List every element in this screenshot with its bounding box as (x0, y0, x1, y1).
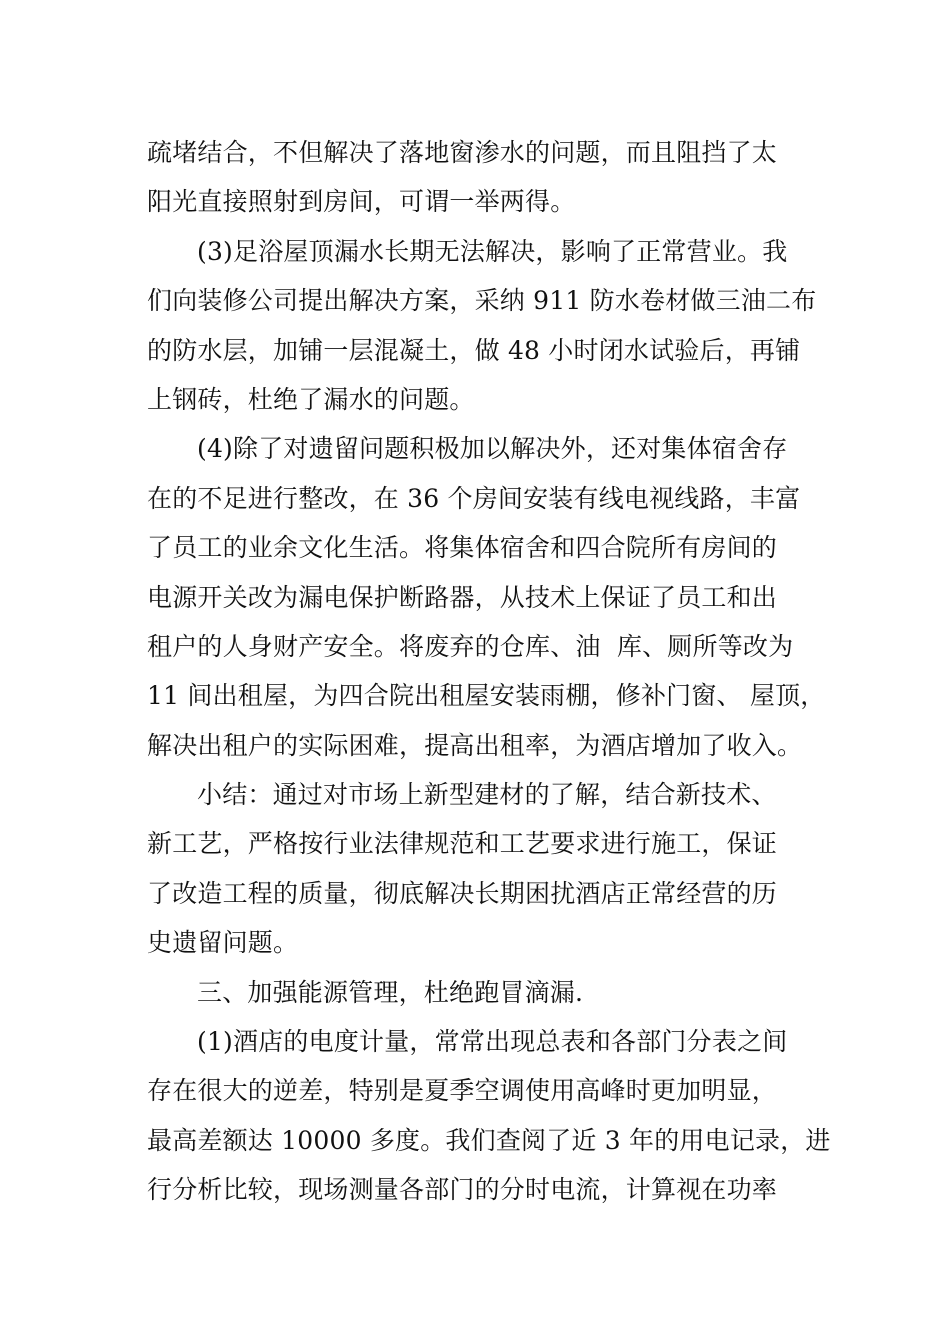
text-line: 最高差额达 10000 多度。我们查阅了近 3 年的用电记录，进 (147, 1125, 831, 1155)
text-line: 上钢砖，杜绝了漏水的问题。 (147, 384, 475, 414)
text-line: 存在很大的逆差，特别是夏季空调使用高峰时更加明显， (147, 1076, 778, 1106)
text-line: 小结：通过对市场上新型建材的了解，结合新技术、 (197, 780, 777, 810)
text-line: 解决出租户的实际困难，提高出租率，为酒店增加了收入。 (147, 730, 803, 760)
text-line: 们向装修公司提出解决方案，采纳 911 防水卷材做三油二布 (147, 286, 817, 316)
text-line: 租户的人身财产安全。将废弃的仓库、油 库、厕所等改为 (147, 631, 794, 661)
document-body (147, 128, 831, 1215)
text-line: 三、加强能源管理，杜绝跑冒滴漏. (197, 977, 584, 1007)
text-line: 史遗留问题。 (147, 928, 299, 958)
text-line: 电源开关改为漏电保护断路器，从技术上保证了员工和出 (147, 582, 778, 612)
text-line: (3)足浴屋顶漏水长期无法解决，影响了正常营业。我 (197, 236, 788, 266)
text-line: 疏堵结合，不但解决了落地窗渗水的问题，而且阻挡了太 (147, 138, 778, 167)
text-line: 阳光直接照射到房间，可谓一举两得。 (147, 187, 576, 217)
text-line: 的防水层，加铺一层混凝土，做 48 小时闭水试验后，再铺 (147, 335, 801, 365)
text-line: 11 间出租屋，为四合院出租屋安装雨棚，修补门窗、 屋顶， (147, 681, 826, 711)
text-line: 行分析比较，现场测量各部门的分时电流，计算视在功率 (147, 1175, 778, 1205)
text-line: 了员工的业余文化生活。将集体宿舍和四合院所有房间的 (147, 533, 778, 563)
text-line: (4)除了对遗留问题积极加以解决外，还对集体宿舍存 (197, 434, 788, 464)
text-line: (1)酒店的电度计量，常常出现总表和各部门分表之间 (197, 1027, 788, 1057)
text-line: 在的不足进行整改，在 36 个房间安装有线电视线路，丰富 (147, 483, 801, 513)
text-line: 了改造工程的质量，彻底解决长期困扰酒店正常经营的历 (147, 878, 778, 908)
text-line: 新工艺，严格按行业法律规范和工艺要求进行施工，保证 (147, 829, 778, 859)
